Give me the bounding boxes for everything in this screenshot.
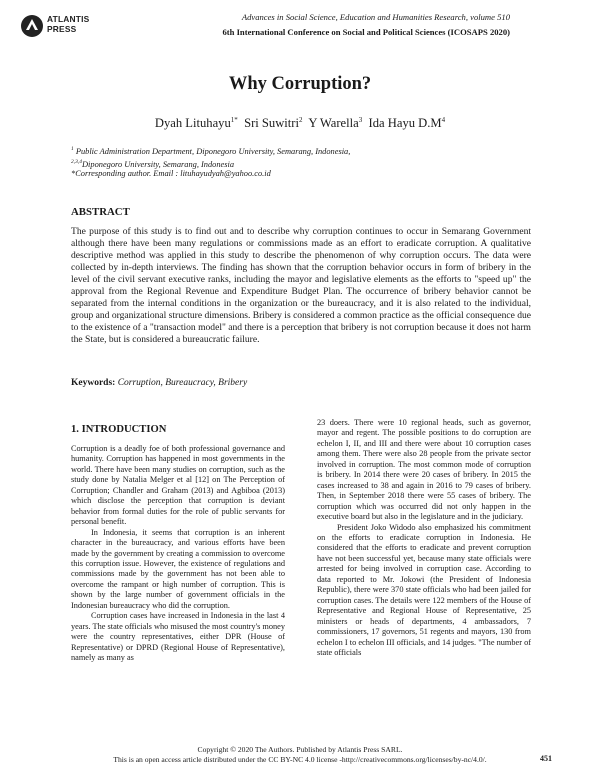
author-name: Y Warella: [308, 116, 359, 131]
right-column: [317, 418, 531, 658]
logo-line-2: PRESS: [47, 24, 77, 34]
paragraph: 23 doers. There were 10 regional heads, such as governor, mayor and regent. The possible positions to do corruption are echelon I, II, and III and there were about 10 corruption cases among them. There were also 28 people from the private sector involved in corruption. The most common mode of corruption is bribery. In 2014 there were 20 cases of bribery. In 2015 the cases increased to 38 and again in 2016 to 79 cases of bribery. Then, in September 2018 there were 55 cases of bribery. The corruption which was occurred did not only happen in the executive board but also in the legislature and in the judiciary.: [317, 418, 531, 522]
abstract-body: The purpose of this study is to find out and to describe why corruption continues to occur in Semarang Government although there have been many regulations or commissions made as an effort to eradicate corruption. A qualitative descriptive method was applied in this study to describe the phenomenon of why corruption occurs. The data were collected by in-depth interviews. The finding has shown that the corruption behavior occurs in form of bribery in the level of the civil servant executive ranks, including the mayor and legislative elements as the efforts to "speed up" the approval from the Regional Revenue and Expenditure Budget Plan. The occurrence of bribery behavior cannot be separated from the internal conditions in the organization or the bureaucracy, and it is also related to the individual, group and organizational structure dimensions. Bribery is considered a common practice as the official consequence due to the existence of a "transaction model" and there is a perception that bribery is not corruption because it does not harm the State, but is considered a bureaucratic failure.: [71, 226, 531, 346]
abstract-heading: ABSTRACT: [71, 206, 130, 218]
atlantis-press-logo-icon: [20, 14, 44, 38]
affiliation-text: Public Administration Department, Diponegoro University, Semarang, Indonesia,: [75, 146, 351, 156]
license-line: This is an open access article distributed under the CC BY-NC 4.0 license -http://creativecommons.org/licenses/by-nc/4.0/.: [113, 755, 487, 764]
keywords-label: Keywords:: [71, 378, 116, 388]
conference-name: 6th International Conference on Social and Political Sciences (ICOSAPS 2020): [222, 27, 510, 37]
author-name: Sri Suwitri: [244, 116, 299, 131]
paragraph: Corruption cases have increased in Indonesia in the last 4 years. The state officials who misused the most country's money were the country representatives, either DPR (House of Representative) or DPRD (Regional House of Representative), namely as many as: [71, 611, 285, 663]
paper-title: Why Corruption?: [228, 74, 372, 94]
affiliation-sup: 2,3,4: [71, 159, 82, 165]
affiliation: [71, 157, 531, 170]
page-number: 451: [540, 754, 552, 763]
author-sup: 4: [441, 116, 446, 124]
journal-name: Advances in Social Science, Education and Humanities Research, volume 510: [241, 12, 510, 22]
author-sup: 2: [299, 116, 303, 124]
logo-line-1: ATLANTIS: [47, 14, 90, 24]
affiliation-sup: 1: [71, 146, 74, 152]
left-column: [71, 444, 285, 664]
author-sup: 3: [358, 116, 363, 124]
keywords-value: Corruption, Bureaucracy, Bribery: [117, 378, 248, 388]
paragraph: Corruption is a deadly foe of both professional governance and humanity. Corruption has happened in most governments in the world. There have been many studies on corruption, such as the study done by Natalia Melger et al [12] on The Perception of Corruption; Chandler and Graham (2013) and Agbiboa (2013) which disclose the perception that corruption is deviant behavior from formal duties for the role of public servants for personal benefit.: [71, 444, 285, 527]
keywords: [71, 378, 531, 388]
paragraph: In Indonesia, it seems that corruption is an inherent character in the bureaucracy, and various efforts have been made by the government by creating a commission to overcome this corruption issue. However, the existence of regulations and commissions made by the government has not been able to overcome the rampant or high number of corruption. This is shown by the large number of government officials in the Indonesian bureaucracy who did the corruption.: [71, 527, 285, 610]
author-name: Dyah Lituhayu: [154, 116, 231, 131]
publisher-logo: [20, 12, 100, 40]
affiliation: [71, 144, 531, 157]
copyright-line: Copyright © 2020 The Authors. Published by Atlantis Press SARL.: [197, 745, 403, 754]
author-list: [0, 113, 600, 130]
author-sup: 1*: [230, 116, 238, 124]
section-heading: 1. INTRODUCTION: [71, 424, 167, 435]
corresponding-author: *Corresponding author. Email : lituhayudyah@yahoo.co.id: [71, 169, 271, 178]
author-name: Ida Hayu D.M: [368, 116, 442, 131]
logo-wordmark: [47, 14, 89, 34]
paragraph: President Joko Widodo also emphasized his commitment on the efforts to eradicate corruption in Indonesia. He considered that the efforts to eradicate and prevent corruption have not been successful yet, because many state officials were arrested for being involved in corruption case. According to data reported to Mr. Jokowi (the President of Indonesia Republic), there were 370 state officials who had been jailed for corruption cases. The details were 122 members of the House of Representative and Regional House of Representative, 25 ministers or heads of departments, 4 ambassadors, 7 commissioners, 17 governors, 51 regents and mayors, 130 from echelon I to echelon III officials, and 14 judges. "The number of state officials: [317, 522, 531, 657]
affiliation-text: Diponegoro University, Semarang, Indonesia: [82, 159, 235, 169]
